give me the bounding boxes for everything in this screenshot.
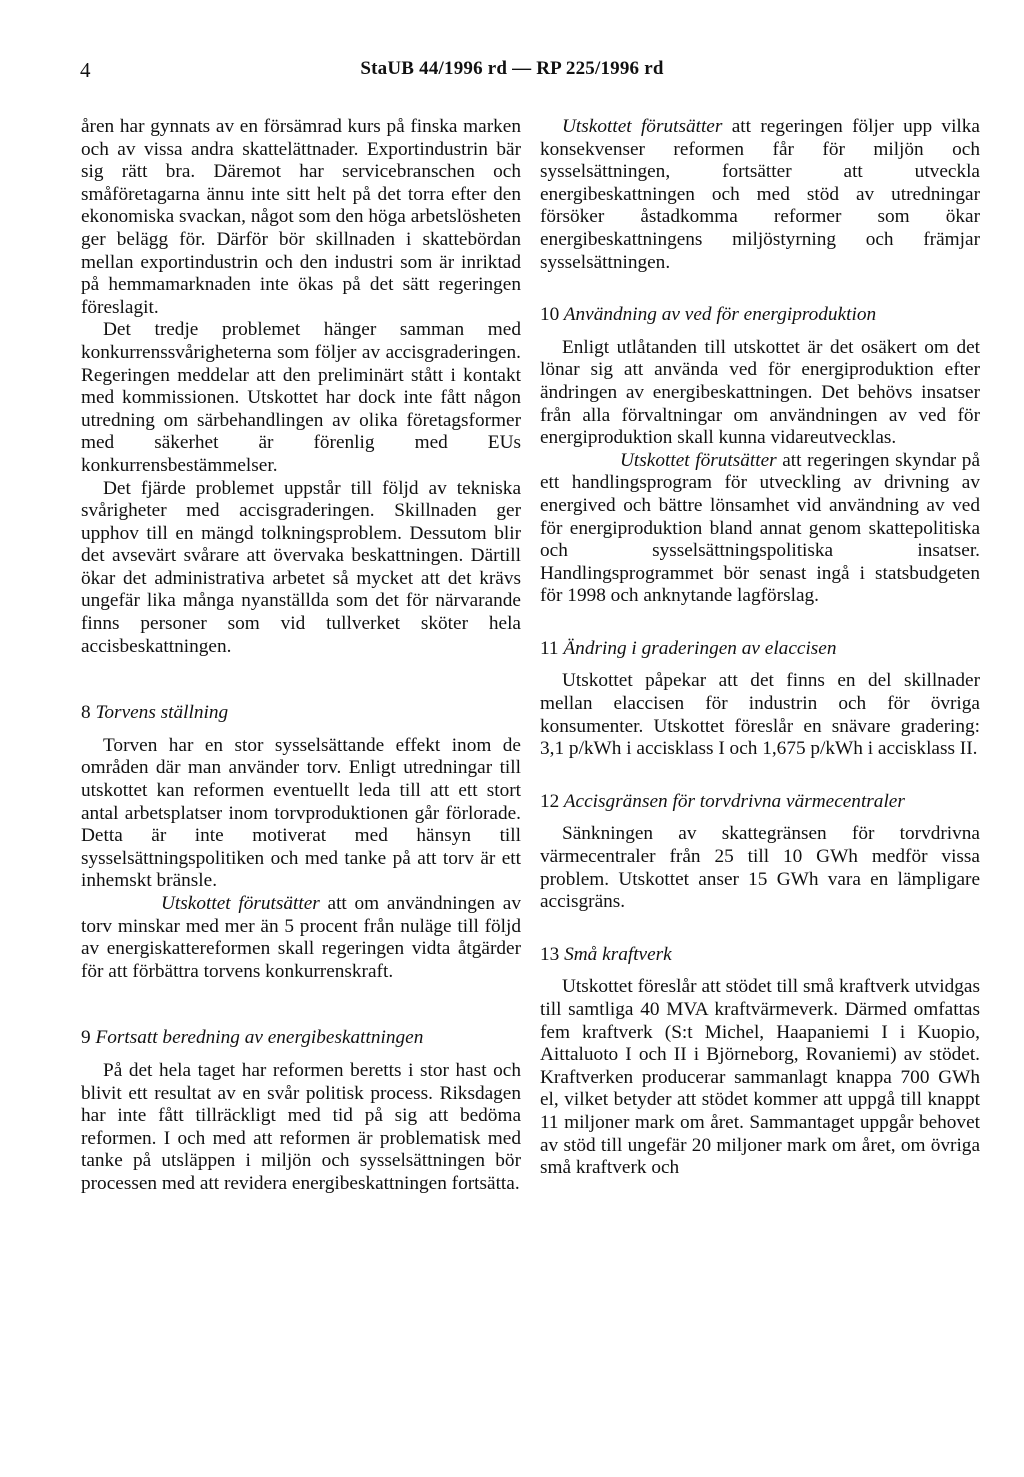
paragraph: åren har gynnats av en försämrad kurs på finska marken och av vissa andra skattelättnader. Exportindustrin bär sig rätt bra. Däremot har servicebranschen och småföretagarna ännu inte sitt helt på det torra efter den ekonomiska svackan, något som den höga arbetslösheten ger belägg för. Därför bör skillnaden i skattebördan mellan exportindustrin och den industri som är inriktad på hemmamarknaden inte ökas på det sätt regeringen föreslagit. <box>81 116 521 318</box>
right-column <box>540 116 980 1180</box>
section-heading-11 <box>540 638 980 661</box>
paragraph: På det hela taget har reformen beretts i stor hast och blivit ett resultat av en svår politisk process. Riksdagen har inte fått tillräckligt med tid på sig att bedöma reformen. I och med att reformen är problematisk med tanke på utsläppen i miljön och sysselsättningen bör processen med att revidera energibeskattningen fortsätta. <box>81 1059 521 1194</box>
section-title: Ändring i graderingen av elaccisen <box>563 637 837 659</box>
section-number: 11 <box>540 637 559 659</box>
section-number: 8 <box>81 702 91 724</box>
emphasis: Utskottet förutsätter <box>161 893 320 914</box>
section-heading-12 <box>540 791 980 814</box>
page-header <box>0 58 1024 88</box>
section-title: Accisgränsen för torvdrivna värmecentraler <box>563 790 905 812</box>
paragraph: Utskottet påpekar att det finns en del skillnader mellan elaccisen för industrin och för övriga konsumenter. Utskottet föreslår en snävare gradering: 3,1 p/kWh i accisklass I och 1,675 p/kWh i accisklass II. <box>540 670 980 760</box>
left-column <box>81 116 521 1196</box>
section-heading-8 <box>81 702 521 725</box>
section-heading-10 <box>540 304 980 327</box>
section-title: Torvens ställning <box>95 702 229 724</box>
paragraph: Enligt utlåtanden till utskottet är det osäkert om det lönar sig att använda ved för energiproduktion efter ändringen av energibeskattningen. Det behövs insatser från alla förvaltningar om användningen av ved för energiproduktion skall kunna vidareutvecklas. <box>540 336 980 449</box>
paragraph: Utskottet förutsätter att om användningen av torv minskar med mer än 5 procent från nuläge till följd av energiskattereformen skall regeringen vidta åtgärder för att förbättra torvens konkurrenskraft. <box>81 893 522 982</box>
paragraph: Utskottet förutsätter att regeringen följer upp vilka konsekvenser reformen får för miljön och sysselsättningen, fortsätter att utveckla energibeskattningen och med stöd av utredningar försöker åstadkomma reformer som ökar energibeskattningens miljöstyrning och främjar sysselsättningen. <box>540 116 980 273</box>
running-title: StaUB 44/1996 rd — RP 225/1996 rd <box>360 58 664 79</box>
section-title: Små kraftverk <box>564 943 672 965</box>
section-number: 9 <box>81 1027 91 1049</box>
section-title: Fortsatt beredning av energibeskattningen <box>95 1027 424 1049</box>
emphasis: Utskottet förutsätter <box>562 116 723 137</box>
section-heading-9 <box>81 1027 521 1050</box>
paragraph: Torven har en stor sysselsättande effekt inom de områden där man använder torv. Enligt utredningar till utskottet kan reformen eventuellt leda till att ett stort antal arbetsplatser inom torvproduktionen går förlorade. Detta är inte motiverat med hänsyn till sysselsättningspolitiken och med tanke på att torv är ett inhemskt bränsle. <box>81 734 521 892</box>
section-heading-13 <box>540 944 980 967</box>
emphasis: Utskottet förutsätter <box>620 449 777 471</box>
page-number: 4 <box>80 58 91 82</box>
paragraph: Det tredje problemet hänger samman med konkurrenssvårigheterna som följer av accisgraderingen. Regeringen meddelar att den preliminärt stått i kontakt med kommissionen. Utskottet har dock inte fått någon utredning om särbehandlingen av olika företagsformer med säkerhet är förenlig med EUs konkurrensbestämmelser. <box>81 319 521 476</box>
paragraph: Det fjärde problemet uppstår till följd av tekniska svårigheter med accisgraderingen. Skillnaden ger upphov till en mängd tolkningsproblem. Dessutom blir det avsevärt svårare att övervaka beskattningen. Därtill ökar det administrativa arbetet så mycket att det krävs ungefär lika många nyanställda som det för närvarande finns personer som vid tullverket sköter hela accisbeskattningen. <box>81 477 521 657</box>
paragraph: Utskottet föreslår att stödet till små kraftverk utvidgas till samtliga 40 MVA kraftvärmeverk. Därmed omfattas fem kraftverk (S:t Michel, Haapaniemi I i Kuopio, Aittaluoto I och II i Björneborg, Rovaniemi) av stödet. Kraftverken producerar sammanlagt knappa 700 GWh el, vilket betyder att stödet kommer att uppgå till knappt 11 miljoner mark om året. Sammantaget uppgår behovet av stöd till ungefär 20 miljoner mark om året, om övriga små kraftverk och <box>540 976 980 1179</box>
section-number: 13 <box>540 943 560 965</box>
section-title: Användning av ved för energiproduktion <box>563 304 877 326</box>
section-number: 10 <box>540 304 560 326</box>
paragraph: Sänkningen av skattegränsen för torvdrivna värmecentraler från 25 till 10 GWh medför vissa problem. Utskottet anser 15 GWh vara en lämpligare accisgräns. <box>540 823 980 913</box>
section-number: 12 <box>540 790 560 812</box>
paragraph: Utskottet förutsätter att regeringen skyndar på ett handlingsprogram för utveckling av drivning av energived och bättre lönsamhet vid användning av ved för energiproduktion bland annat genom skattepolitiska och sysselsättningspolitiska insatser. Handlingsprogrammet bör senast ingå i statsbudgeten för 1998 och anknytande lagförslag. <box>540 449 980 607</box>
